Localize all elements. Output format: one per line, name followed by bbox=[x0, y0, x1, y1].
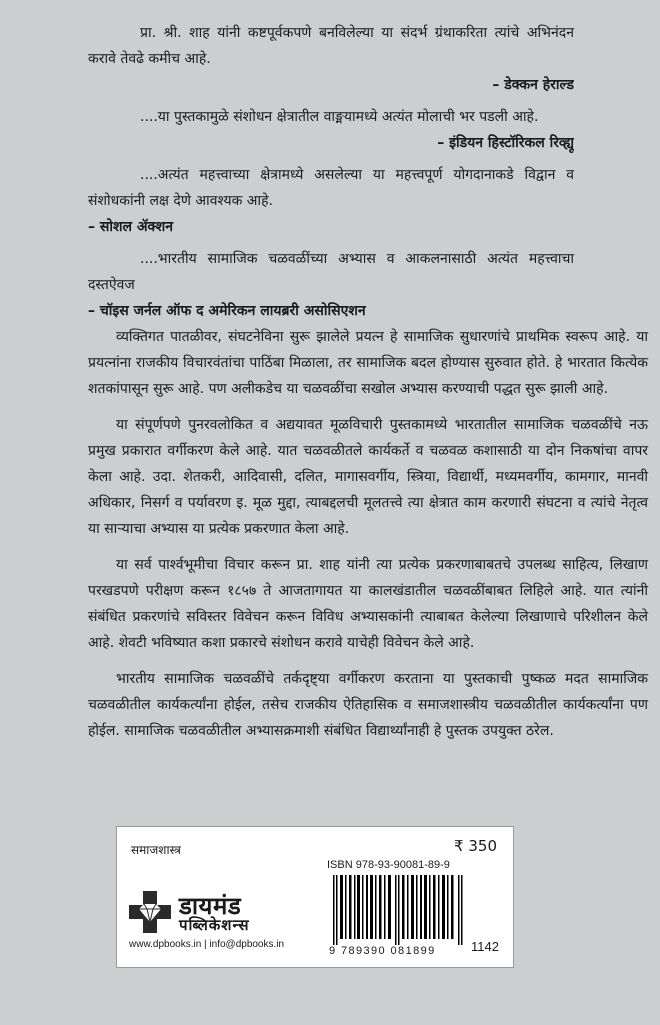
description-paragraph: भारतीय सामाजिक चळवळींचे तर्कदृष्ट्या वर्गीकरण करताना या पुस्तकाची पुष्कळ मदत सामाजिक चळवळीतील कार्यकर्त्यांना होईल, तसेच राजकीय ऐतिहासिक व समाजशास्त्रीय चळवळीतील कार्यकर्त्यांना पण होईल. सामाजिक चळवळीतील अभ्यासक्रमाशी संबंधित विद्यार्थ्यांनाही हे पुस्तक उपयुक्त ठरेल. bbox=[88, 671, 648, 739]
description-paragraph: या सर्व पार्श्वभूमीचा विचार करून प्रा. शाह यांनी त्या प्रत्येक प्रकरणाबाबतचे उपलब्ध साहित्य, लिखाण परखडपणे परीक्षण करून १८५७ ते आजतागायत या कालखंडातील चळवळींबाबत लिहिले आहे. यात त्यांनी संबंधित प्रकरणांचे सविस्तर विवेचन करून विविध अभ्यासकांनी त्याबाबत केलेल्या लिखाणाचे परिशीलन केले आहे. शेवटी भविष्यात कशा प्रकारचे संशोधन करावे याचेही विवेचन केले आहे. bbox=[88, 557, 648, 651]
barcode-digits: 9 789390 081899 bbox=[329, 945, 436, 957]
description-paragraph: या संपूर्णपणे पुनरवलोकित व अद्ययावत मूळविचारी पुस्तकामध्ये भारतातील सामाजिक चळवळींचे नऊ प्रमुख प्रकारात वर्गीकरण केले आहे. यात चळवळीतले कार्यकर्ते व चळवळ कशासाठी या दोन निकषांचा वापर केला आहे. उदा. शेतकरी, आदिवासी, दलित, मागासवर्गीय, स्त्रिया, विद्यार्थी, मध्यमवर्गीय, कामगार, मानवी अधिकार, निसर्ग व पर्यावरण इ. मूळ मुद्दा, त्याबद्दलची मूलतत्त्वे त्या क्षेत्रात काम करणारी संघटना व त्यांचे नेतृत्व या साऱ्याचा अभ्यास या प्रत्येक प्रकरणात केला आहे. bbox=[88, 417, 648, 537]
review-4 bbox=[88, 246, 574, 324]
review-1 bbox=[88, 20, 574, 98]
review-source: – इंडियन हिस्टॉरिकल रिव्ह्यू bbox=[437, 135, 574, 151]
review-2 bbox=[88, 104, 574, 156]
price-label: ₹ 350 bbox=[454, 837, 497, 855]
book-code: 1142 bbox=[471, 939, 499, 954]
review-3 bbox=[88, 162, 574, 240]
barcode-icon bbox=[329, 875, 467, 945]
review-text: ....या पुस्तकामुळे संशोधन क्षेत्रातील वाङ्मयामध्ये अत्यंत मोलाची भर पडली आहे. bbox=[140, 109, 539, 125]
publisher-logo bbox=[127, 889, 307, 935]
diamond-logo-icon bbox=[127, 889, 173, 935]
publisher-info-box bbox=[116, 826, 514, 968]
review-source: – डेक्कन हेराल्ड bbox=[492, 77, 574, 93]
review-source: – सोशल ॲक्शन bbox=[88, 219, 173, 235]
book-description bbox=[88, 324, 648, 754]
publisher-subtitle: पब्लिकेशन्स bbox=[179, 916, 250, 934]
category-label: समाजशास्त्र bbox=[131, 843, 181, 857]
review-text: ....अत्यंत महत्त्वाच्या क्षेत्रामध्ये असलेल्या या महत्त्वपूर्ण योगदानाकडे विद्वान व संशोधकांनी लक्ष देणे आवश्यक आहे. bbox=[88, 167, 574, 209]
review-text: प्रा. श्री. शाह यांनी कष्टपूर्वकपणे बनविलेल्या या संदर्भ ग्रंथाकरिता त्यांचे अभिनंदन करावे तेवढे कमीच आहे. bbox=[88, 25, 574, 67]
review-source: – चॉइस जर्नल ऑफ द अमेरिकन लायब्ररी असोसिएशन bbox=[88, 303, 366, 319]
website-contact: www.dpbooks.in | info@dpbooks.in bbox=[129, 939, 285, 950]
isbn-label: ISBN 978-93-90081-89-9 bbox=[327, 859, 450, 871]
review-text: ....भारतीय सामाजिक चळवळींच्या अभ्यास व आकलनासाठी अत्यंत महत्त्वाचा दस्तऐवज bbox=[88, 251, 574, 293]
description-paragraph: व्यक्तिगत पातळीवर, संघटनेविना सुरू झालेले प्रयत्न हे सामाजिक सुधारणांचे प्राथमिक स्वरूप आहे. या प्रयत्नांना राजकीय विचारवंतांचा पाठिंबा मिळाला, तर सामाजिक बदल होण्यास सुरुवात होते. हे भारतात कित्येक शतकांपासून सुरू आहे. पण अलीकडेच या चळवळींचा सखोल अभ्यास करण्याची पद्धत सुरू झाली आहे. bbox=[88, 329, 648, 397]
publisher-name: डायमंड bbox=[179, 892, 242, 920]
reviews-section bbox=[88, 20, 574, 330]
